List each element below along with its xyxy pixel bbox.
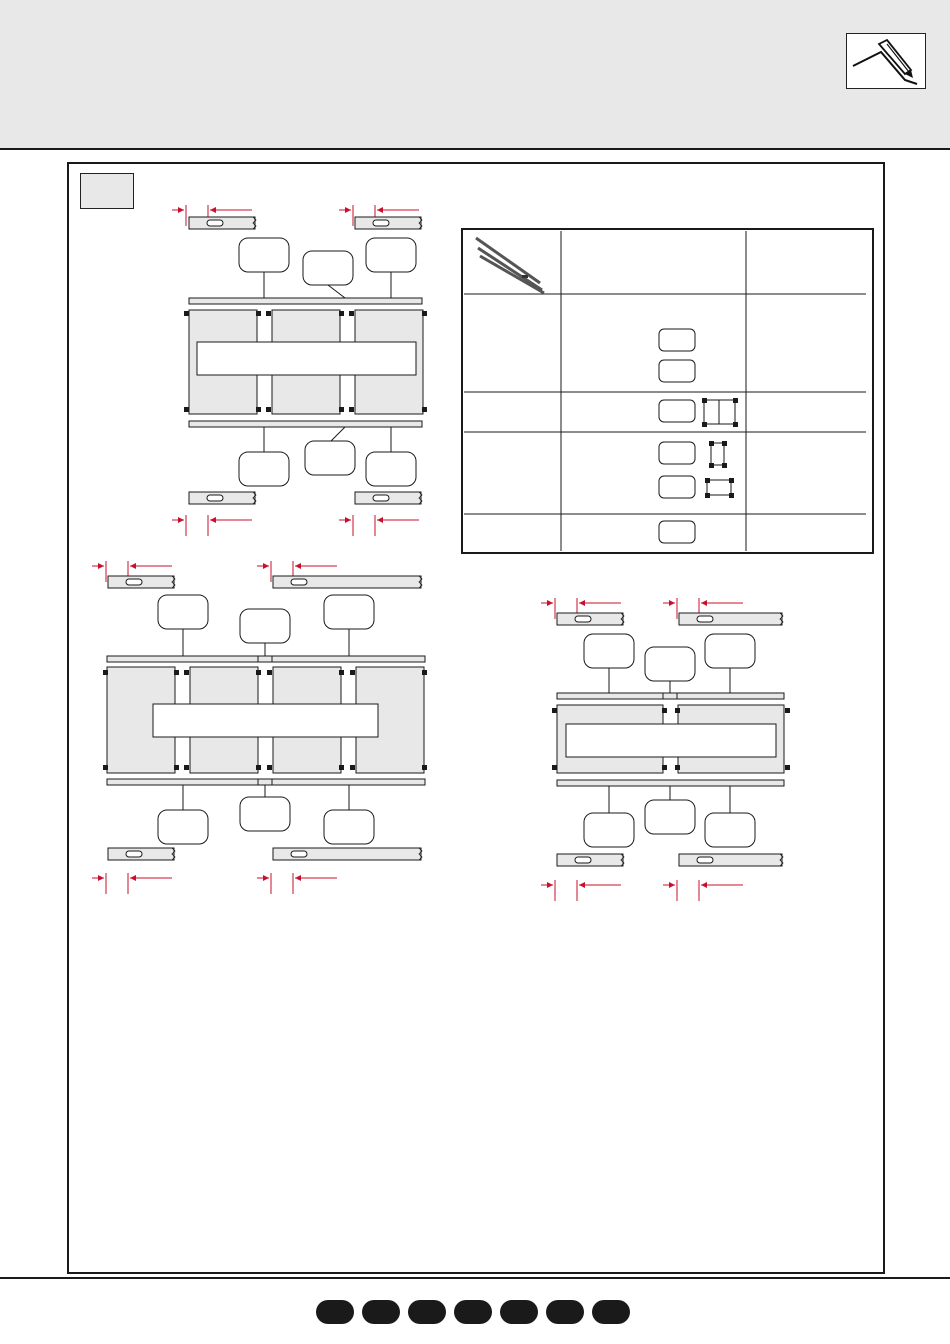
slot-hole: [291, 851, 307, 857]
callout-bubble: [366, 238, 416, 272]
slot-hole: [126, 579, 142, 585]
hinge-pin: [267, 765, 272, 770]
arrow-head: [377, 517, 383, 523]
hinge-pin: [339, 765, 344, 770]
hinge-pin: [267, 670, 272, 675]
page-dot: [362, 1300, 400, 1324]
hinge-pin: [733, 422, 738, 427]
hinge-pin: [339, 407, 344, 412]
arrow-head: [377, 207, 383, 213]
single-narrow-symbol: [711, 443, 724, 465]
arrow-head: [295, 875, 301, 881]
hinge-pin: [174, 670, 179, 675]
hinge-pin: [722, 463, 727, 468]
callout-bubble: [324, 810, 374, 844]
hinge-pin: [729, 478, 734, 483]
slot-hole: [697, 857, 713, 863]
rail-strip: [679, 613, 782, 625]
hinge-pin: [422, 670, 427, 675]
arrow-head: [130, 563, 136, 569]
callout-bubble: [705, 813, 755, 847]
hinge-pin: [702, 422, 707, 427]
slot-hole: [697, 616, 713, 622]
bottom-rail: [189, 421, 422, 427]
hinge-pin: [256, 407, 261, 412]
arrow-head: [345, 517, 351, 523]
callout-bubble: [324, 595, 374, 629]
rail-strip: [679, 854, 782, 866]
hinge-pin: [184, 670, 189, 675]
slot-hole: [291, 579, 307, 585]
hinge-pin: [339, 670, 344, 675]
rail-joint: [258, 779, 272, 785]
hinge-pin: [552, 708, 557, 713]
label-bar: [153, 704, 378, 737]
callout-bubble: [705, 634, 755, 668]
hinge-pin: [174, 765, 179, 770]
slot-hole: [207, 495, 223, 501]
callout-bubble: [305, 441, 355, 475]
callout-bubble: [303, 251, 353, 285]
arrow-head: [263, 563, 269, 569]
callout-bubble: [239, 452, 289, 486]
page-dot: [316, 1300, 354, 1324]
page-dots: [316, 1300, 636, 1326]
hinge-pin: [350, 670, 355, 675]
arrow-head: [579, 600, 585, 606]
hinge-pin: [350, 765, 355, 770]
hinge-pin: [266, 311, 271, 316]
hinge-pin: [103, 765, 108, 770]
hinge-pin: [184, 311, 189, 316]
page-dot: [454, 1300, 492, 1324]
arrow-head: [345, 207, 351, 213]
hinge-pin: [422, 311, 427, 316]
callout-bubble: [239, 238, 289, 272]
label-bar: [566, 724, 776, 757]
callout-bubble: [645, 800, 695, 834]
hinge-pin: [256, 311, 261, 316]
page-dot: [408, 1300, 446, 1324]
arrow-head: [263, 875, 269, 881]
slot-hole: [575, 616, 591, 622]
hinge-pin: [422, 407, 427, 412]
callout-bubble: [240, 797, 290, 831]
page-dot: [546, 1300, 584, 1324]
rail-joint: [258, 656, 272, 662]
rail-joint: [663, 693, 677, 699]
hinge-pin: [675, 708, 680, 713]
hinge-pin: [184, 765, 189, 770]
hinge-pin: [729, 493, 734, 498]
arrow-head: [295, 563, 301, 569]
hinge-pin: [422, 765, 427, 770]
page-dot: [500, 1300, 538, 1324]
arrow-head: [701, 882, 707, 888]
hinge-pin: [709, 441, 714, 446]
hinge-pin: [256, 765, 261, 770]
label-bar: [197, 342, 416, 375]
table-callout-box: [659, 442, 695, 464]
hinge-pin: [705, 478, 710, 483]
callout-bubble: [645, 647, 695, 681]
arrow-head: [547, 882, 553, 888]
table-callout-box: [659, 476, 695, 498]
callout-bubble: [584, 813, 634, 847]
hinge-pin: [552, 765, 557, 770]
slot-hole: [373, 220, 389, 226]
hinge-pin: [662, 765, 667, 770]
callout-bubble: [158, 595, 208, 629]
slot-hole: [207, 220, 223, 226]
arrow-head: [210, 517, 216, 523]
arrow-head: [579, 882, 585, 888]
arrow-head: [669, 882, 675, 888]
footer-divider: [0, 1277, 950, 1279]
slot-hole: [373, 495, 389, 501]
hinge-pin: [702, 398, 707, 403]
hinge-pin: [709, 463, 714, 468]
single-wide-symbol: [707, 480, 731, 495]
table-callout-box: [659, 360, 695, 382]
callout-bubble: [240, 609, 290, 643]
hinge-pin: [785, 765, 790, 770]
hinge-pin: [349, 311, 354, 316]
bottom-rail: [557, 780, 784, 786]
hinge-pin: [733, 398, 738, 403]
top-rail: [189, 298, 422, 304]
arrow-head: [178, 207, 184, 213]
callout-bubble: [158, 810, 208, 844]
hinge-pin: [722, 441, 727, 446]
hinge-pin: [339, 311, 344, 316]
slot-hole: [126, 851, 142, 857]
hinge-pin: [103, 670, 108, 675]
hinge-pin: [662, 708, 667, 713]
arrow-head: [669, 600, 675, 606]
arrow-head: [178, 517, 184, 523]
callout-bubble: [366, 452, 416, 486]
arrow-head: [210, 207, 216, 213]
arrow-head: [98, 563, 104, 569]
arrow-head: [547, 600, 553, 606]
hinge-pin: [349, 407, 354, 412]
arrow-head: [98, 875, 104, 881]
slot-hole: [575, 857, 591, 863]
profile-slot: [522, 275, 528, 278]
table-callout-box: [659, 521, 695, 543]
arrow-head: [701, 600, 707, 606]
hinge-pin: [675, 765, 680, 770]
page-dot: [592, 1300, 630, 1324]
table-callout-box: [659, 329, 695, 351]
hinge-pin: [256, 670, 261, 675]
hinge-pin: [266, 407, 271, 412]
callout-bubble: [584, 634, 634, 668]
hinge-pin: [705, 493, 710, 498]
table-callout-box: [659, 400, 695, 422]
hinge-pin: [785, 708, 790, 713]
hinge-pin: [184, 407, 189, 412]
arrow-head: [130, 875, 136, 881]
